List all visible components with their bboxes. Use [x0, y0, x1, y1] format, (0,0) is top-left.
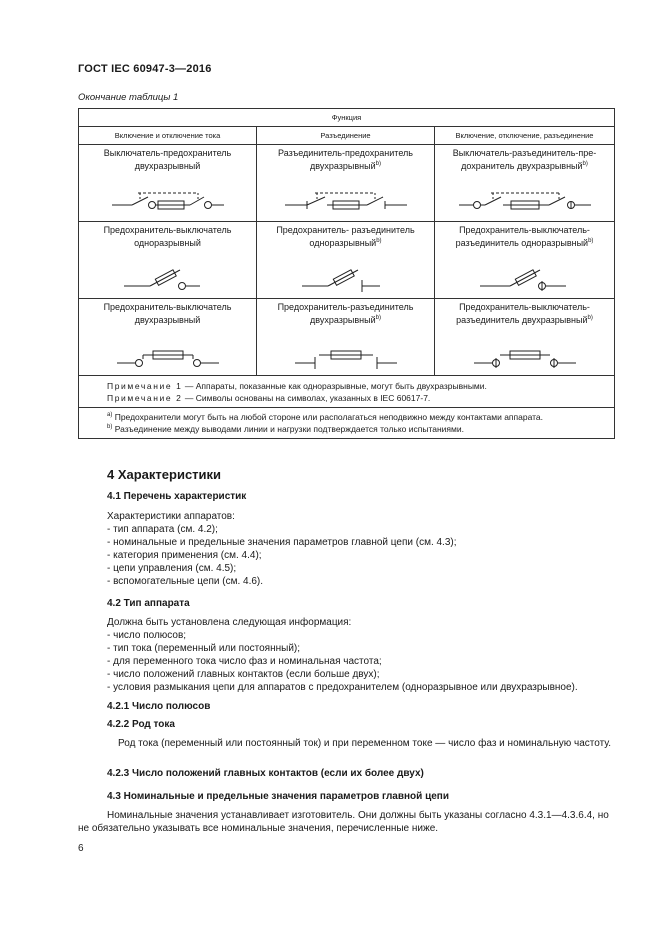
- cell-label: Предохранитель-выключатель двухразрывный: [103, 302, 232, 325]
- table-cell: [435, 222, 615, 299]
- table-cell: [79, 222, 257, 299]
- table-cell: [79, 145, 257, 222]
- fuse-switch-disconnector-single-break-symbol: [470, 252, 580, 296]
- switch-disconnector-fuse-double-break-symbol: [455, 175, 595, 219]
- table-cell: [79, 299, 257, 376]
- column-header: Разъединение: [257, 127, 435, 145]
- subsection-heading: 4.2.3 Число положений главных контактов (если их более двух): [107, 768, 424, 779]
- disconnector-fuse-double-break-symbol: [281, 175, 411, 219]
- cell-label: Предохранитель-выключатель- разъединитель двухразрывный$^{b)}$: [456, 302, 593, 325]
- note-text: — Символы основаны на символах, указанных в IEC 60617-7.: [182, 393, 431, 403]
- table-notes: [79, 376, 615, 408]
- table-footnotes: $^{a)}$ Предохранители могут быть на любой стороне или располагаться неподвижно между контактами аппарата. $^{b)}$ Разъединение между выводами линии и нагрузки подтверждается только испытаниями.: [79, 408, 615, 439]
- list-item: - число положений главных контактов (если больше двух);: [107, 669, 380, 680]
- table-cell: [435, 299, 615, 376]
- table-cell: [257, 222, 435, 299]
- list-item: - для переменного тока число фаз и номинальная частота;: [107, 656, 382, 667]
- subsection-heading: 4.1 Перечень характеристик: [107, 491, 247, 502]
- fuse-switch-single-break-symbol: [118, 252, 218, 296]
- list-item: - категория применения (см. 4.4);: [107, 550, 262, 561]
- symbols-table: [78, 108, 615, 439]
- fuse-switch-double-break-symbol: [113, 329, 223, 373]
- cell-label: Разъединитель-предохранитель двухразрывный$^{b)}$: [278, 148, 413, 171]
- footnote-b: Разъединение между выводами линии и нагрузки подтверждается только испытаниями.: [112, 424, 464, 434]
- function-header: Функция: [79, 109, 615, 127]
- fuse-switch-disconnector-double-break-symbol: [470, 329, 580, 373]
- fuse-disconnector-double-break-symbol: [291, 329, 401, 373]
- subsection-heading: 4.2.1 Число полюсов: [107, 701, 211, 712]
- list-item: - тип тока (переменный или постоянный);: [107, 643, 301, 654]
- note-text: — Аппараты, показанные как одноразрывные, могут быть двухразрывными.: [182, 381, 487, 391]
- fuse-disconnector-single-break-symbol: [296, 252, 396, 296]
- document-header: ГОСТ IEC 60947-3—2016: [78, 63, 212, 75]
- paragraph: Род тока (переменный или постоянный ток) и при переменном токе — число фаз и номинальную частоту.: [118, 738, 612, 749]
- list-item: - условия размыкания цепи для аппаратов с предохранителем (одноразрывное или двухразрывное).: [107, 682, 578, 693]
- column-header: Включение, отключение, разъединение: [435, 127, 615, 145]
- cell-label: Предохранитель-выключатель- разъединитель одноразрывный$^{b)}$: [455, 225, 594, 248]
- paragraph: Номинальные значения устанавливает изготовитель. Они должны быть указаны согласно 4.3.1—4.3.6.4, но не обязательно указывать все номинальные значения, перечисленные ниже.: [78, 810, 609, 834]
- cell-label: Предохранитель- разъединитель одноразрывный$^{b)}$: [276, 225, 415, 248]
- column-header: Включение и отключение тока: [79, 127, 257, 145]
- note-label: Примечание 1: [107, 381, 183, 391]
- list-item: - номинальные и предельные значения параметров главной цепи (см. 4.3);: [107, 537, 457, 548]
- table-cell: [257, 145, 435, 222]
- subsection-heading: 4.2 Тип аппарата: [107, 598, 190, 609]
- list-item: - цепи управления (см. 4.5);: [107, 563, 237, 574]
- table-cell: [257, 299, 435, 376]
- cell-label: Выключатель-разъединитель-пре- дохранитель двухразрывный$^{b)}$: [452, 148, 597, 171]
- note-label: Примечание 2: [107, 393, 183, 403]
- paragraph: Характеристики аппаратов: - тип аппарата (см. 4.2); - номинальные и предельные значения параметров главной цепи (см. 4.3); - категория применения (см. 4.4); - цепи управления (см. 4.5); - вспомогательные цепи (см. 4.6).: [107, 510, 615, 588]
- table-cell: [435, 145, 615, 222]
- list-item: - число полюсов;: [107, 630, 187, 641]
- cell-label: Предохранитель-выключатель одноразрывный: [103, 225, 232, 248]
- table-caption: Окончание таблицы 1: [78, 92, 179, 103]
- page-number: 6: [78, 843, 84, 854]
- list-item: - тип аппарата (см. 4.2);: [107, 524, 218, 535]
- footnote-a: Предохранители могут быть на любой стороне или располагаться неподвижно между контактами аппарата.: [112, 412, 544, 422]
- cell-label: Выключатель-предохранитель двухразрывный: [103, 148, 232, 171]
- subsection-heading: 4.3 Номинальные и предельные значения параметров главной цепи: [107, 791, 449, 802]
- section-heading: 4 Характеристики: [107, 467, 222, 482]
- cell-label: Предохранитель-разъединитель двухразрывный$^{b)}$: [277, 302, 414, 325]
- list-item: - вспомогательные цепи (см. 4.6).: [107, 576, 264, 587]
- switch-fuse-double-break-symbol: [108, 175, 228, 219]
- subsection-heading: 4.2.2 Род тока: [107, 719, 175, 730]
- paragraph: Должна быть установлена следующая информация: - число полюсов; - тип тока (переменный или постоянный); - для переменного тока число фаз и номинальная частота; - число положений главных контактов (если больше двух); - условия размыкания цепи для аппаратов с предохранителем (одноразрывное или двухразрывное).: [107, 616, 615, 694]
